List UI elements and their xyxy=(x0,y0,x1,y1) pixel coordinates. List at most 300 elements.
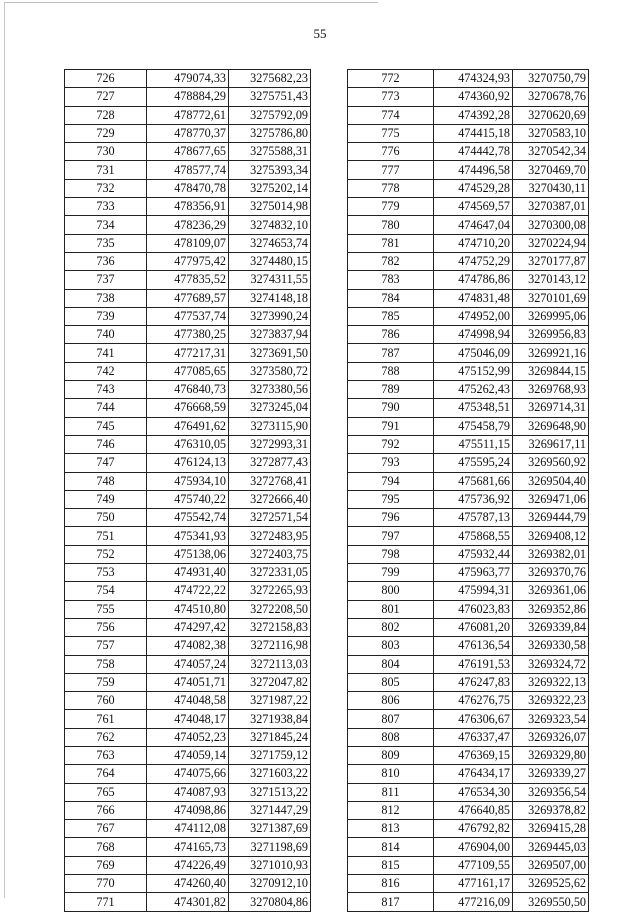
table-row xyxy=(348,856,589,874)
x-coordinate-cell: 479074,33 xyxy=(147,70,229,88)
table-row xyxy=(348,710,589,728)
y-coordinate-cell: 3269507,00 xyxy=(513,856,589,874)
point-number-cell: 780 xyxy=(348,216,434,234)
table-row xyxy=(65,728,311,746)
y-coordinate-cell: 3271938,84 xyxy=(229,710,311,728)
point-number-cell: 816 xyxy=(348,875,434,893)
x-coordinate-cell: 474931,40 xyxy=(147,564,229,582)
x-coordinate-cell: 475595,24 xyxy=(434,454,513,472)
table-row xyxy=(348,655,589,673)
y-coordinate-cell: 3271010,93 xyxy=(229,856,311,874)
y-coordinate-cell: 3275751,43 xyxy=(229,88,311,106)
x-coordinate-cell: 474112,08 xyxy=(147,820,229,838)
x-coordinate-cell: 476337,47 xyxy=(434,728,513,746)
point-number-cell: 812 xyxy=(348,801,434,819)
y-coordinate-cell: 3269617,11 xyxy=(513,435,589,453)
point-number-cell: 793 xyxy=(348,454,434,472)
x-coordinate-cell: 478236,29 xyxy=(147,216,229,234)
point-number-cell: 800 xyxy=(348,582,434,600)
y-coordinate-cell: 3270583,10 xyxy=(513,124,589,142)
table-row xyxy=(348,271,589,289)
table-row xyxy=(65,618,311,636)
point-number-cell: 743 xyxy=(65,381,147,399)
table-row xyxy=(65,490,311,508)
table-row xyxy=(65,564,311,582)
point-number-cell: 810 xyxy=(348,765,434,783)
x-coordinate-cell: 474075,66 xyxy=(147,765,229,783)
table-row xyxy=(348,179,589,197)
x-coordinate-cell: 476491,62 xyxy=(147,417,229,435)
x-coordinate-cell: 476640,85 xyxy=(434,801,513,819)
x-coordinate-cell: 474360,92 xyxy=(434,88,513,106)
y-coordinate-cell: 3269322,23 xyxy=(513,692,589,710)
x-coordinate-cell: 476904,00 xyxy=(434,838,513,856)
y-coordinate-cell: 3272403,75 xyxy=(229,545,311,563)
table-row xyxy=(348,435,589,453)
table-row xyxy=(348,381,589,399)
x-coordinate-cell: 474752,29 xyxy=(434,252,513,270)
point-number-cell: 790 xyxy=(348,399,434,417)
x-coordinate-cell: 474048,17 xyxy=(147,710,229,728)
y-coordinate-cell: 3269995,06 xyxy=(513,307,589,325)
point-number-cell: 778 xyxy=(348,179,434,197)
point-number-cell: 779 xyxy=(348,198,434,216)
y-coordinate-cell: 3270387,01 xyxy=(513,198,589,216)
point-number-cell: 750 xyxy=(65,509,147,527)
x-coordinate-cell: 478770,37 xyxy=(147,124,229,142)
x-coordinate-cell: 477109,55 xyxy=(434,856,513,874)
x-coordinate-cell: 475458,79 xyxy=(434,417,513,435)
point-number-cell: 804 xyxy=(348,655,434,673)
point-number-cell: 758 xyxy=(65,655,147,673)
point-number-cell: 777 xyxy=(348,161,434,179)
point-number-cell: 803 xyxy=(348,637,434,655)
y-coordinate-cell: 3275202,14 xyxy=(229,179,311,197)
x-coordinate-cell: 474722,22 xyxy=(147,582,229,600)
point-number-cell: 792 xyxy=(348,435,434,453)
point-number-cell: 773 xyxy=(348,88,434,106)
x-coordinate-cell: 475542,74 xyxy=(147,509,229,527)
x-coordinate-cell: 475787,13 xyxy=(434,509,513,527)
x-coordinate-cell: 475341,93 xyxy=(147,527,229,545)
x-coordinate-cell: 476369,15 xyxy=(434,746,513,764)
x-coordinate-cell: 478677,65 xyxy=(147,143,229,161)
y-coordinate-cell: 3270469,70 xyxy=(513,161,589,179)
x-coordinate-cell: 476276,75 xyxy=(434,692,513,710)
y-coordinate-cell: 3272993,31 xyxy=(229,435,311,453)
y-coordinate-cell: 3269844,15 xyxy=(513,362,589,380)
point-number-cell: 809 xyxy=(348,746,434,764)
x-coordinate-cell: 475736,92 xyxy=(434,490,513,508)
y-coordinate-cell: 3271513,22 xyxy=(229,783,311,801)
table-row xyxy=(348,326,589,344)
point-number-cell: 732 xyxy=(65,179,147,197)
table-row xyxy=(348,637,589,655)
y-coordinate-cell: 3269356,54 xyxy=(513,783,589,801)
point-number-cell: 767 xyxy=(65,820,147,838)
table-row xyxy=(348,198,589,216)
table-row xyxy=(65,527,311,545)
table-row xyxy=(65,307,311,325)
y-coordinate-cell: 3269382,01 xyxy=(513,545,589,563)
x-coordinate-cell: 476124,13 xyxy=(147,454,229,472)
y-coordinate-cell: 3273837,94 xyxy=(229,326,311,344)
x-coordinate-cell: 474226,49 xyxy=(147,856,229,874)
x-coordinate-cell: 474831,48 xyxy=(434,289,513,307)
table-row xyxy=(65,106,311,124)
y-coordinate-cell: 3272331,05 xyxy=(229,564,311,582)
x-coordinate-cell: 475681,66 xyxy=(434,472,513,490)
x-coordinate-cell: 474786,86 xyxy=(434,271,513,289)
x-coordinate-cell: 474051,71 xyxy=(147,673,229,691)
point-number-cell: 760 xyxy=(65,692,147,710)
x-coordinate-cell: 475138,06 xyxy=(147,545,229,563)
y-coordinate-cell: 3269714,31 xyxy=(513,399,589,417)
table-row xyxy=(348,582,589,600)
y-coordinate-cell: 3273245,04 xyxy=(229,399,311,417)
table-row xyxy=(348,252,589,270)
x-coordinate-cell: 477975,42 xyxy=(147,252,229,270)
x-coordinate-cell: 476191,53 xyxy=(434,655,513,673)
table-row xyxy=(348,399,589,417)
table-row xyxy=(348,564,589,582)
x-coordinate-cell: 477835,52 xyxy=(147,271,229,289)
table-row xyxy=(65,692,311,710)
point-number-cell: 802 xyxy=(348,618,434,636)
y-coordinate-cell: 3269921,16 xyxy=(513,344,589,362)
y-coordinate-cell: 3273580,72 xyxy=(229,362,311,380)
table-row xyxy=(65,216,311,234)
x-coordinate-cell: 476434,17 xyxy=(434,765,513,783)
point-number-cell: 776 xyxy=(348,143,434,161)
y-coordinate-cell: 3270804,86 xyxy=(229,893,311,911)
table-row xyxy=(348,472,589,490)
table-row xyxy=(348,673,589,691)
y-coordinate-cell: 3269339,27 xyxy=(513,765,589,783)
table-row xyxy=(65,88,311,106)
table-row xyxy=(65,801,311,819)
y-coordinate-cell: 3271987,22 xyxy=(229,692,311,710)
x-coordinate-cell: 474087,93 xyxy=(147,783,229,801)
table-row xyxy=(348,490,589,508)
table-row xyxy=(65,417,311,435)
x-coordinate-cell: 474710,20 xyxy=(434,234,513,252)
top-rule xyxy=(4,2,378,3)
table-row xyxy=(348,106,589,124)
point-number-cell: 794 xyxy=(348,472,434,490)
point-number-cell: 770 xyxy=(65,875,147,893)
point-number-cell: 746 xyxy=(65,435,147,453)
x-coordinate-cell: 475740,22 xyxy=(147,490,229,508)
y-coordinate-cell: 3269323,54 xyxy=(513,710,589,728)
table-row xyxy=(348,509,589,527)
point-number-cell: 741 xyxy=(65,344,147,362)
y-coordinate-cell: 3272113,03 xyxy=(229,655,311,673)
table-row xyxy=(348,600,589,618)
point-number-cell: 813 xyxy=(348,820,434,838)
table-row xyxy=(65,655,311,673)
point-number-cell: 799 xyxy=(348,564,434,582)
left-margin-rule xyxy=(4,2,5,898)
x-coordinate-cell: 477689,57 xyxy=(147,289,229,307)
y-coordinate-cell: 3269550,50 xyxy=(513,893,589,911)
x-coordinate-cell: 474392,28 xyxy=(434,106,513,124)
x-coordinate-cell: 477537,74 xyxy=(147,307,229,325)
table-row xyxy=(65,124,311,142)
point-number-cell: 768 xyxy=(65,838,147,856)
point-number-cell: 782 xyxy=(348,252,434,270)
table-row xyxy=(348,893,589,911)
table-row xyxy=(348,362,589,380)
page-number: 55 xyxy=(313,26,327,41)
point-number-cell: 805 xyxy=(348,673,434,691)
x-coordinate-cell: 476023,83 xyxy=(434,600,513,618)
y-coordinate-cell: 3270678,76 xyxy=(513,88,589,106)
table-row xyxy=(348,618,589,636)
table-row xyxy=(65,637,311,655)
y-coordinate-cell: 3270177,87 xyxy=(513,252,589,270)
table-row xyxy=(348,838,589,856)
y-coordinate-cell: 3270430,11 xyxy=(513,179,589,197)
point-number-cell: 815 xyxy=(348,856,434,874)
point-number-cell: 757 xyxy=(65,637,147,655)
table-row xyxy=(348,746,589,764)
y-coordinate-cell: 3272666,40 xyxy=(229,490,311,508)
point-number-cell: 744 xyxy=(65,399,147,417)
x-coordinate-cell: 476247,83 xyxy=(434,673,513,691)
x-coordinate-cell: 474529,28 xyxy=(434,179,513,197)
y-coordinate-cell: 3274832,10 xyxy=(229,216,311,234)
y-coordinate-cell: 3269322,13 xyxy=(513,673,589,691)
point-number-cell: 764 xyxy=(65,765,147,783)
point-number-cell: 796 xyxy=(348,509,434,527)
table-row xyxy=(348,216,589,234)
table-row xyxy=(65,820,311,838)
point-number-cell: 728 xyxy=(65,106,147,124)
point-number-cell: 734 xyxy=(65,216,147,234)
point-number-cell: 769 xyxy=(65,856,147,874)
x-coordinate-cell: 478356,91 xyxy=(147,198,229,216)
point-number-cell: 736 xyxy=(65,252,147,270)
x-coordinate-cell: 477161,17 xyxy=(434,875,513,893)
x-coordinate-cell: 475348,51 xyxy=(434,399,513,417)
table-row xyxy=(65,326,311,344)
table-row xyxy=(348,289,589,307)
point-number-cell: 733 xyxy=(65,198,147,216)
y-coordinate-cell: 3269444,79 xyxy=(513,509,589,527)
y-coordinate-cell: 3269408,12 xyxy=(513,527,589,545)
y-coordinate-cell: 3270912,10 xyxy=(229,875,311,893)
y-coordinate-cell: 3269504,40 xyxy=(513,472,589,490)
table-row xyxy=(65,765,311,783)
point-number-cell: 808 xyxy=(348,728,434,746)
point-number-cell: 727 xyxy=(65,88,147,106)
point-number-cell: 754 xyxy=(65,582,147,600)
y-coordinate-cell: 3269329,80 xyxy=(513,746,589,764)
y-coordinate-cell: 3272483,95 xyxy=(229,527,311,545)
y-coordinate-cell: 3274480,15 xyxy=(229,252,311,270)
y-coordinate-cell: 3272208,50 xyxy=(229,600,311,618)
x-coordinate-cell: 475046,09 xyxy=(434,344,513,362)
point-number-cell: 817 xyxy=(348,893,434,911)
point-number-cell: 765 xyxy=(65,783,147,801)
y-coordinate-cell: 3273115,90 xyxy=(229,417,311,435)
point-number-cell: 806 xyxy=(348,692,434,710)
point-number-cell: 730 xyxy=(65,143,147,161)
x-coordinate-cell: 476792,82 xyxy=(434,820,513,838)
point-number-cell: 797 xyxy=(348,527,434,545)
x-coordinate-cell: 474952,00 xyxy=(434,307,513,325)
x-coordinate-cell: 476668,59 xyxy=(147,399,229,417)
table-row xyxy=(348,801,589,819)
point-number-cell: 762 xyxy=(65,728,147,746)
coordinates-table-right xyxy=(347,69,589,912)
point-number-cell: 784 xyxy=(348,289,434,307)
x-coordinate-cell: 475932,44 xyxy=(434,545,513,563)
y-coordinate-cell: 3269956,83 xyxy=(513,326,589,344)
x-coordinate-cell: 478884,29 xyxy=(147,88,229,106)
y-coordinate-cell: 3275682,23 xyxy=(229,70,311,88)
table-row xyxy=(65,673,311,691)
x-coordinate-cell: 476306,67 xyxy=(434,710,513,728)
point-number-cell: 759 xyxy=(65,673,147,691)
y-coordinate-cell: 3271387,69 xyxy=(229,820,311,838)
table-row xyxy=(348,783,589,801)
table-row xyxy=(348,728,589,746)
table-row xyxy=(65,783,311,801)
table-row xyxy=(348,545,589,563)
point-number-cell: 731 xyxy=(65,161,147,179)
table-row xyxy=(348,454,589,472)
y-coordinate-cell: 3275393,34 xyxy=(229,161,311,179)
x-coordinate-cell: 474297,42 xyxy=(147,618,229,636)
point-number-cell: 775 xyxy=(348,124,434,142)
x-coordinate-cell: 476081,20 xyxy=(434,618,513,636)
table-row xyxy=(65,838,311,856)
y-coordinate-cell: 3272877,43 xyxy=(229,454,311,472)
table-row xyxy=(65,234,311,252)
point-number-cell: 791 xyxy=(348,417,434,435)
x-coordinate-cell: 474082,38 xyxy=(147,637,229,655)
y-coordinate-cell: 3270620,69 xyxy=(513,106,589,124)
y-coordinate-cell: 3269768,93 xyxy=(513,381,589,399)
table-row xyxy=(348,143,589,161)
y-coordinate-cell: 3271447,29 xyxy=(229,801,311,819)
point-number-cell: 755 xyxy=(65,600,147,618)
table-row xyxy=(348,765,589,783)
x-coordinate-cell: 475511,15 xyxy=(434,435,513,453)
x-coordinate-cell: 474496,58 xyxy=(434,161,513,179)
y-coordinate-cell: 3269326,07 xyxy=(513,728,589,746)
table-row xyxy=(348,124,589,142)
table-row xyxy=(65,435,311,453)
x-coordinate-cell: 478772,61 xyxy=(147,106,229,124)
y-coordinate-cell: 3270300,08 xyxy=(513,216,589,234)
point-number-cell: 748 xyxy=(65,472,147,490)
table-row xyxy=(65,179,311,197)
x-coordinate-cell: 474301,82 xyxy=(147,893,229,911)
table-row xyxy=(65,271,311,289)
x-coordinate-cell: 474998,94 xyxy=(434,326,513,344)
table-row xyxy=(65,509,311,527)
y-coordinate-cell: 3271845,24 xyxy=(229,728,311,746)
point-number-cell: 774 xyxy=(348,106,434,124)
table-row xyxy=(348,70,589,88)
point-number-cell: 789 xyxy=(348,381,434,399)
table-row xyxy=(65,399,311,417)
table-row xyxy=(65,875,311,893)
y-coordinate-cell: 3273380,56 xyxy=(229,381,311,399)
table-row xyxy=(65,70,311,88)
point-number-cell: 788 xyxy=(348,362,434,380)
table-row xyxy=(348,344,589,362)
point-number-cell: 766 xyxy=(65,801,147,819)
table-row xyxy=(65,143,311,161)
table-row xyxy=(65,746,311,764)
point-number-cell: 781 xyxy=(348,234,434,252)
y-coordinate-cell: 3269361,06 xyxy=(513,582,589,600)
table-row xyxy=(348,820,589,838)
y-coordinate-cell: 3270542,34 xyxy=(513,143,589,161)
y-coordinate-cell: 3269339,84 xyxy=(513,618,589,636)
x-coordinate-cell: 474098,86 xyxy=(147,801,229,819)
point-number-cell: 814 xyxy=(348,838,434,856)
point-number-cell: 787 xyxy=(348,344,434,362)
x-coordinate-cell: 475994,31 xyxy=(434,582,513,600)
x-coordinate-cell: 475152,99 xyxy=(434,362,513,380)
point-number-cell: 763 xyxy=(65,746,147,764)
point-number-cell: 795 xyxy=(348,490,434,508)
y-coordinate-cell: 3272047,82 xyxy=(229,673,311,691)
point-number-cell: 751 xyxy=(65,527,147,545)
table-row xyxy=(65,545,311,563)
y-coordinate-cell: 3272768,41 xyxy=(229,472,311,490)
y-coordinate-cell: 3269378,82 xyxy=(513,801,589,819)
coordinates-table-left-body xyxy=(65,70,311,912)
table-row xyxy=(348,88,589,106)
x-coordinate-cell: 477216,09 xyxy=(434,893,513,911)
y-coordinate-cell: 3269471,06 xyxy=(513,490,589,508)
point-number-cell: 753 xyxy=(65,564,147,582)
point-number-cell: 745 xyxy=(65,417,147,435)
point-number-cell: 761 xyxy=(65,710,147,728)
y-coordinate-cell: 3274653,74 xyxy=(229,234,311,252)
y-coordinate-cell: 3272265,93 xyxy=(229,582,311,600)
x-coordinate-cell: 478109,07 xyxy=(147,234,229,252)
y-coordinate-cell: 3269370,76 xyxy=(513,564,589,582)
x-coordinate-cell: 477380,25 xyxy=(147,326,229,344)
table-row xyxy=(65,362,311,380)
x-coordinate-cell: 475868,55 xyxy=(434,527,513,545)
x-coordinate-cell: 474052,23 xyxy=(147,728,229,746)
x-coordinate-cell: 474569,57 xyxy=(434,198,513,216)
y-coordinate-cell: 3271759,12 xyxy=(229,746,311,764)
y-coordinate-cell: 3270224,94 xyxy=(513,234,589,252)
x-coordinate-cell: 476136,54 xyxy=(434,637,513,655)
table-row xyxy=(65,600,311,618)
table-row xyxy=(348,307,589,325)
table-row xyxy=(348,875,589,893)
y-coordinate-cell: 3272116,98 xyxy=(229,637,311,655)
point-number-cell: 739 xyxy=(65,307,147,325)
y-coordinate-cell: 3270143,12 xyxy=(513,271,589,289)
x-coordinate-cell: 476310,05 xyxy=(147,435,229,453)
x-coordinate-cell: 475963,77 xyxy=(434,564,513,582)
x-coordinate-cell: 477217,31 xyxy=(147,344,229,362)
x-coordinate-cell: 474165,73 xyxy=(147,838,229,856)
table-row xyxy=(348,527,589,545)
y-coordinate-cell: 3269648,90 xyxy=(513,417,589,435)
